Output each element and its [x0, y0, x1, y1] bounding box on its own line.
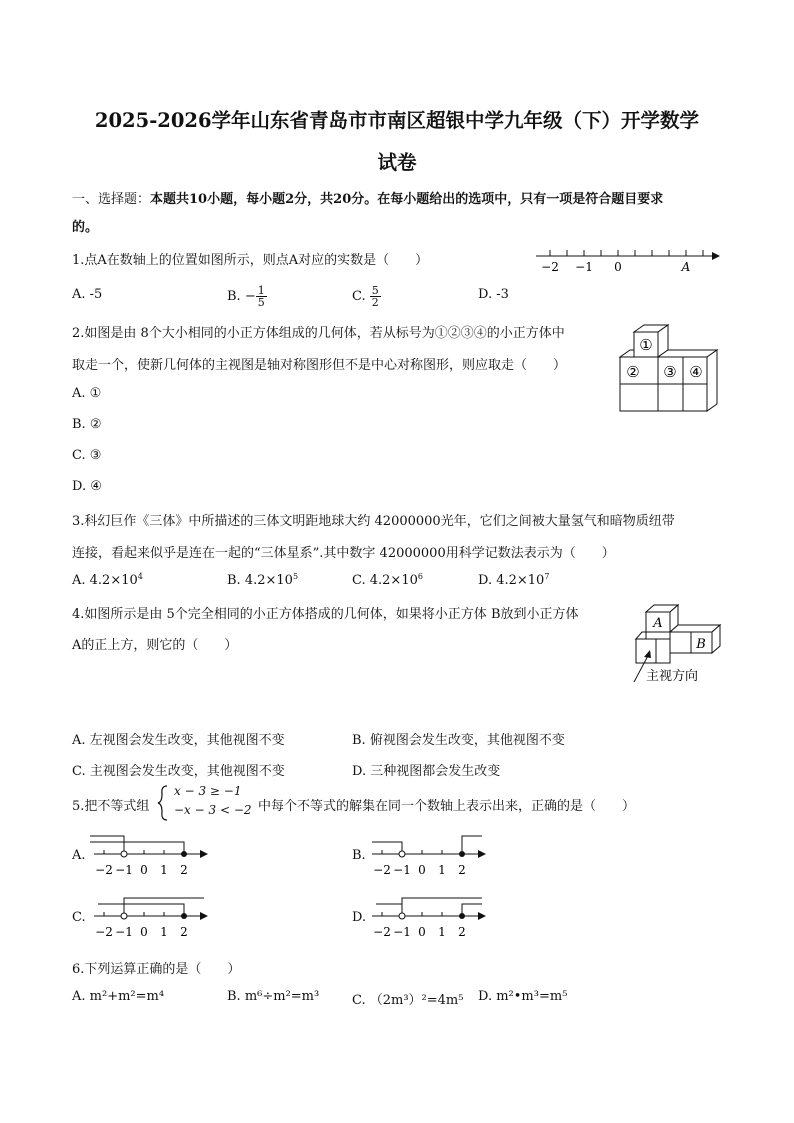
section-heading-tail: 的。	[72, 220, 99, 235]
cube-label-4: ④	[689, 363, 703, 381]
svg-text:1: 1	[160, 863, 168, 877]
section-heading-label: 一、选择题：	[72, 192, 151, 207]
cube-label-3: ③	[663, 363, 677, 381]
q2-option-b: B. ②	[72, 417, 102, 432]
q5-option-b-letter: B.	[352, 848, 366, 863]
cube-label-2: ②	[626, 363, 640, 381]
tick-label: 0	[614, 260, 622, 274]
cube-b-label: B	[696, 637, 706, 652]
view-direction-caption: 主视方向	[646, 669, 699, 684]
q1-number-line	[534, 246, 724, 276]
q3-line1: 3.科幻巨作《三体》中所描述的三体文明距地球大约 42000000光年，它们之间被大量氢气和暗物质纽带	[72, 514, 675, 529]
q5-option-c-letter: C.	[72, 910, 86, 925]
q5-option-a-number-line	[88, 832, 212, 878]
q5-option-d-letter: D.	[352, 910, 367, 925]
tick-label: −2	[541, 260, 559, 274]
q2-option-d: D. ④	[72, 479, 102, 494]
svg-text:2: 2	[180, 863, 188, 877]
q5-option-a-letter: A.	[72, 848, 86, 863]
q1-option-c-letter: C.	[352, 288, 366, 304]
svg-text:0: 0	[418, 863, 426, 877]
svg-text:0: 0	[418, 925, 426, 939]
q1-option-c	[352, 279, 381, 313]
q1-option-b-sign: −	[244, 288, 256, 304]
exam-title-line2: 试卷	[377, 151, 417, 174]
svg-text:2: 2	[180, 925, 188, 939]
q5-stem-post: 中每个不等式的解集在同一个数轴上表示出来，正确的是（ ）	[258, 799, 636, 814]
q1-option-b-fraction: $\frac{1}{5}$	[257, 283, 265, 309]
q4-option-d: D. 三种视图都会发生改变	[352, 764, 501, 779]
svg-text:0: 0	[140, 863, 148, 877]
q2-line2: 取走一个，使新几何体的主视图是轴对称图形但不是中心对称图形，则应取走（ ）	[72, 358, 567, 373]
q1-option-a: A. -5	[72, 287, 103, 302]
q4-option-b: B. 俯视图会发生改变，其他视图不变	[352, 733, 565, 748]
q3-option-c: C. $4.2\times 10^6$	[352, 572, 423, 588]
section-heading-instructions: 本题共10小题，每小题2分，共20分。在每小题给出的选项中，只有一项是符合题目要求	[150, 192, 664, 207]
q4-option-c: C. 主视图会发生改变，其他视图不变	[72, 764, 285, 779]
q1-stem: 1.点A在数轴上的位置如图所示，则点A对应的实数是（ ）	[72, 253, 429, 268]
svg-text:1: 1	[438, 863, 446, 877]
svg-text:−2: −2	[373, 925, 391, 939]
q4-line2: A的正上方，则它的（ ）	[72, 638, 238, 653]
q1-option-c-fraction: $\frac{5}{2}$	[371, 283, 379, 309]
q6-option-d: D. m²•m³=m⁵	[478, 989, 568, 1004]
svg-text:−2: −2	[95, 863, 113, 877]
svg-text:−1: −1	[393, 863, 411, 877]
q4-line1: 4.如图所示是由 5个完全相同的小正方体搭成的几何体，如果将小正方体 B放到小正方体	[72, 607, 579, 622]
q2-option-c: C. ③	[72, 448, 102, 463]
cube-a-label: A	[653, 616, 663, 631]
svg-text:2: 2	[458, 925, 466, 939]
svg-text:−1: −1	[115, 925, 133, 939]
svg-text:−2: −2	[373, 863, 391, 877]
q2-option-a: A. ①	[72, 386, 102, 401]
q5-brace	[156, 784, 170, 822]
svg-text:1: 1	[438, 925, 446, 939]
q2-line1: 2.如图是由 8个大小相同的小正方体组成的几何体，若从标号为①②③④的小正方体中	[72, 326, 565, 341]
q2-cube-figure	[616, 322, 722, 422]
q6-option-a: A. m²+m²=m⁴	[72, 989, 165, 1004]
q1-option-d: D. -3	[478, 287, 509, 302]
q6-stem: 6.下列运算正确的是（ ）	[72, 962, 241, 977]
svg-text:1: 1	[160, 925, 168, 939]
q5-option-d-number-line	[366, 894, 490, 940]
svg-text:0: 0	[140, 925, 148, 939]
q3-option-d: D. $4.2\times 10^7$	[478, 572, 550, 588]
q1-option-b-letter: B.	[227, 288, 241, 304]
svg-text:−1: −1	[115, 863, 133, 877]
q6-option-b: B. m⁶÷m²=m³	[227, 989, 320, 1004]
q4-cube-figure	[628, 602, 728, 688]
q4-option-a: A. 左视图会发生改变，其他视图不变	[72, 733, 285, 748]
q5-inequality-1: x − 3 ≥ −1	[174, 784, 242, 798]
q3-line2: 连接，看起来似乎是连在一起的“三体星系”.其中数字 42000000用科学记数法表示为（ ）	[72, 546, 615, 561]
q1-option-b	[227, 279, 267, 313]
q3-option-b: B. $4.2\times 10^5$	[227, 572, 299, 588]
q5-option-c-number-line	[88, 894, 212, 940]
svg-text:−1: −1	[393, 925, 411, 939]
svg-text:2: 2	[458, 863, 466, 877]
q3-option-a: A. $4.2\times 10^4$	[72, 572, 143, 588]
number-line-arrow	[712, 252, 720, 260]
exam-title-line1: 2025-2026学年山东省青岛市市南区超银中学九年级（下）开学数学	[94, 109, 700, 132]
cube-label-1: ①	[639, 336, 653, 354]
q6-option-c: C. （2m³）²=4m⁵	[352, 993, 464, 1008]
point-a-label: A	[681, 260, 691, 274]
tick-label: −1	[575, 260, 593, 274]
q5-stem-pre: 5.把不等式组	[72, 799, 150, 814]
svg-text:−2: −2	[95, 925, 113, 939]
q5-option-b-number-line	[366, 832, 490, 878]
q5-inequality-2: −x − 3 < −2	[174, 803, 252, 817]
section-heading	[72, 188, 663, 207]
